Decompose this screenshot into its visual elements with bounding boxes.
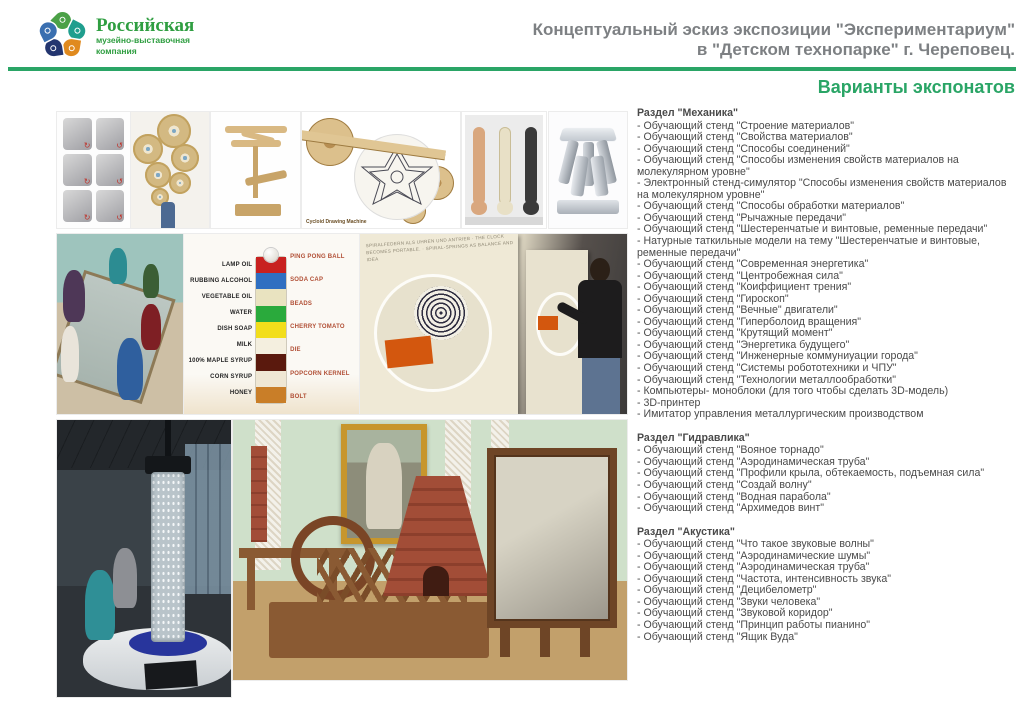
liquid-label: RUBBING ALCOHOL: [190, 278, 253, 284]
page-title: [533, 20, 1015, 61]
liquid-layer: [256, 289, 286, 305]
floater-label: DIE: [290, 347, 301, 354]
list-item: - Обучающий стенд "Частота, интенсивность звука": [637, 572, 892, 585]
robot-arm: [525, 127, 537, 205]
gear-circle: [133, 134, 163, 164]
list-item: - Обучающий стенд "Звуки человека": [637, 595, 821, 608]
liquid-label: WATER: [229, 310, 253, 316]
list-item: - Обучающий стенд "Современная энергетика": [637, 258, 869, 271]
section-title: Раздел "Гидравлика": [637, 431, 750, 444]
floater-label: BOLT: [290, 393, 307, 400]
hexapod-base-plate: [557, 200, 619, 214]
liquid-layer: [256, 322, 286, 338]
wall-text: SPIRALFEDERN ALS UHREN UND ANTRIEB · THE CLOCK BECOMES PORTABLE. · SPIRAL-SPRINGS AS BALANCE AND IDEA: [365, 234, 514, 262]
list-item: - Обучающий стенд "Способы обработки материалов": [637, 200, 905, 213]
skeleton-hand: [497, 201, 513, 215]
list-item: - Обучающий стенд "Системы робототехники и ЧПУ": [637, 362, 897, 375]
list-item: - Обучающий стенд "Гироскоп": [637, 292, 789, 305]
rotation-arrow-icon: ↺: [116, 213, 123, 222]
list-item: - Обучающий стенд "Способы изменения свойств материалов на молекулярном уровне": [637, 154, 959, 178]
child-silhouette: [85, 570, 115, 640]
liquid-label: HONEY: [229, 390, 253, 396]
rotation-arrow-icon: ↻: [83, 213, 91, 222]
list-item: - Обучающий стенд "Принцип работы пианино": [637, 618, 871, 631]
density-cylinder: [255, 256, 287, 404]
human-hand: [471, 201, 487, 215]
liquid-layer: [256, 306, 286, 322]
coupling-shape: [96, 118, 125, 150]
floater-label: BEADS: [290, 300, 313, 307]
visitor-legs: [582, 358, 620, 414]
rotation-arrow-icon: ↻: [83, 141, 91, 150]
list-item: - Обучающий стенд "Создай волну": [637, 478, 812, 491]
ping-pong-ball: [264, 248, 278, 262]
section-hydraulics: [637, 433, 1019, 515]
liquid-label: 100% MAPLE SYRUP: [188, 358, 253, 364]
section-items: [637, 445, 1019, 514]
gear-circle: [169, 172, 191, 194]
liquid-layer: [256, 273, 286, 289]
liquid-layers: [256, 257, 286, 403]
person-silhouette: [63, 270, 85, 322]
list-item: - Обучающий стенд "Децибелометр": [637, 584, 817, 597]
list-item: - Обучающий стенд "Вояное торнадо": [637, 444, 824, 457]
table-legs: [247, 558, 255, 610]
floater-label: CHERRY TOMATO: [290, 323, 345, 330]
window-light: [185, 444, 231, 594]
person-silhouette: [61, 326, 79, 382]
list-item: - Обучающий стенд "Архимедов винт": [637, 502, 824, 515]
liquid-layer: [256, 338, 286, 354]
coupling-shape: [96, 190, 125, 222]
person-icon: [58, 16, 66, 24]
list-item: - Обучающий стенд "Свойства материалов": [637, 131, 853, 144]
list-item: - Обучающий стенд "Энергетика будущего": [637, 338, 850, 351]
person-silhouette: [143, 264, 159, 298]
bubble-tube: [151, 472, 185, 642]
list-item: - Обучающий стенд "Центробежная сила": [637, 269, 843, 282]
info-card: [538, 316, 558, 330]
bulb-icon: [68, 45, 75, 52]
human-arm: [473, 127, 485, 205]
title-line2: в "Детском технопарке" г. Череповец.: [696, 40, 1015, 60]
coupling-shape: [96, 154, 125, 186]
coupling-shape: [63, 118, 92, 150]
rotation-arrow-icon: ↺: [116, 177, 123, 186]
list-item: - Электронный стенд-симулятор "Способы изменения свойств материалов на молекулярном уровне": [637, 177, 1007, 201]
list-item: - Обучающий стенд "Аэродинамическая труба": [637, 561, 870, 574]
logo-line3: компания: [96, 45, 137, 56]
person-silhouette: [109, 248, 127, 284]
list-item: - Обучающий стенд "Аэродинамические шумы": [637, 549, 871, 562]
rotation-arrow-icon: ↻: [83, 177, 91, 186]
section-items: [637, 121, 1019, 421]
logo-line2: музейно-выставочная: [96, 35, 190, 45]
logo-flower-icon: [34, 8, 88, 60]
photo-arm-comparison: [462, 112, 546, 228]
airplane-upper-wing: [225, 126, 287, 133]
list-item: - Обучающий стенд "Водная парабола": [637, 490, 831, 503]
liquid-layer: [256, 387, 286, 403]
petal-orange: [62, 38, 81, 57]
photo-density-column: [184, 234, 360, 414]
floater-label: POPCORN KERNEL: [290, 370, 350, 377]
list-item: - Обучающий стенд "Шестеренчатые и винтовые, ременные передачи": [637, 223, 988, 236]
list-item: - 3D-принтер: [637, 396, 701, 409]
list-item: - Натурные таткильные модели на тему "Шестеренчатые и винтовые, ременные передачи": [637, 235, 980, 259]
list-item: - Обучающий стенд "Крутящий момент": [637, 327, 833, 340]
stand-base: [235, 204, 281, 216]
list-item: - Обучающий стенд "Что такое звуковые волны": [637, 538, 874, 551]
list-item: - Обучающий стенд "Аэродинамическая труба": [637, 455, 870, 468]
person-silhouette: [141, 304, 161, 350]
stand-column: [253, 146, 258, 198]
header-divider: [8, 67, 1016, 71]
company-logo: [34, 8, 194, 60]
machine-caption: Cycloid Drawing Machine: [306, 219, 367, 225]
glass-display-case: [487, 448, 617, 628]
list-item: - Компьютеры- моноблоки (для того чтобы сделать 3D-модель): [637, 385, 949, 398]
liquid-label: MILK: [236, 342, 253, 348]
section-title: Раздел "Механика": [637, 107, 739, 119]
flask-icon: [73, 27, 81, 35]
rotation-arrow-icon: ↺: [116, 141, 123, 150]
list-item: - Обучающий стенд "Ящик Вуда": [637, 630, 798, 643]
list-item: - Обучающий стенд "Гиперболоид вращения": [637, 315, 862, 328]
list-item: - Обучающий стенд "Технологии металлообработки": [637, 373, 896, 386]
title-line1: Концептуальный эскиз экспозиции "Экспериментариум": [532, 20, 1015, 39]
photo-drawing-machine: [302, 112, 460, 228]
subtitle: Варианты экспонатов: [817, 77, 1015, 97]
list-item: - Обучающий стенд "Инженерные коммуниуации города": [637, 350, 918, 363]
list-item: - Обучающий стенд "Вечные" двигатели": [637, 304, 838, 317]
section-mechanics: [637, 108, 1019, 421]
exhibit-lists: [637, 108, 1019, 655]
photo-coupling-diagrams: [57, 112, 130, 228]
floater-labels: [287, 248, 356, 404]
logo-line1: Российская: [96, 15, 195, 36]
list-item: - Обучающий стенд "Профили крыла, обтекаемость, подъемная сила": [637, 467, 985, 480]
liquid-label: LAMP OIL: [222, 262, 253, 268]
visitor-head: [590, 258, 610, 282]
coupling-shape: [63, 190, 92, 222]
stand-arm: [245, 170, 288, 187]
spiral-spring: [414, 286, 468, 340]
list-item: - Обучающий стенд "Звуковой коридор": [637, 607, 833, 620]
liquid-labels: [188, 248, 255, 404]
liquid-label: DISH SOAP: [217, 326, 253, 332]
liquid-layer: [256, 354, 286, 370]
gear-circle: [145, 162, 171, 188]
caption-strip: [465, 217, 543, 225]
robot-hand: [523, 201, 539, 215]
photo-wooden-airplane: [211, 112, 300, 228]
hexapod-top-plate: [559, 128, 617, 141]
liquid-label: VEGETABLE OIL: [201, 294, 253, 300]
list-item: - Обучающий стенд "Строение материалов": [637, 119, 854, 132]
floater-label: PING PONG BALL: [290, 254, 345, 260]
photo-gear-wall: [131, 112, 209, 228]
portrait-figure: [366, 443, 402, 529]
case-legs: [500, 627, 604, 657]
photo-spiral-exhibit: [360, 234, 627, 414]
wooden-table: [269, 602, 489, 658]
furnace-arch: [423, 566, 449, 596]
liquid-layer: [256, 371, 286, 387]
floater-label: SODA CAP: [290, 277, 324, 284]
photo-water-table: [57, 234, 184, 414]
hand-icon: [50, 45, 57, 52]
table-screen: [144, 660, 198, 690]
liquid-label: CORN SYRUP: [210, 374, 253, 380]
gear-icon: [44, 27, 52, 35]
list-item: - Имитатор управления металлургическим производством: [637, 408, 924, 421]
section-acoustics: [637, 527, 1019, 643]
coupling-shape: [63, 154, 92, 186]
model-chimney: [251, 446, 267, 542]
section-title: Раздел "Акустика": [637, 525, 735, 538]
section-items: [637, 539, 1019, 643]
list-item: - Обучающий стенд "Рычажные передачи": [637, 211, 847, 224]
list-item: - Обучающий стенд "Коиффициент трения": [637, 281, 852, 294]
photo-bubble-column: [57, 420, 231, 697]
person-silhouette: [161, 202, 175, 228]
list-item: - Обучающий стенд "Способы соединений": [637, 142, 850, 155]
photo-museum-hall: [233, 420, 627, 680]
photo-hexapod-platform: [549, 112, 627, 228]
info-card: [385, 336, 434, 369]
skeleton-arm: [499, 127, 511, 205]
logo-text: [96, 8, 194, 56]
child-silhouette: [113, 548, 137, 608]
gear-circle: [171, 144, 199, 172]
person-silhouette: [117, 338, 143, 400]
